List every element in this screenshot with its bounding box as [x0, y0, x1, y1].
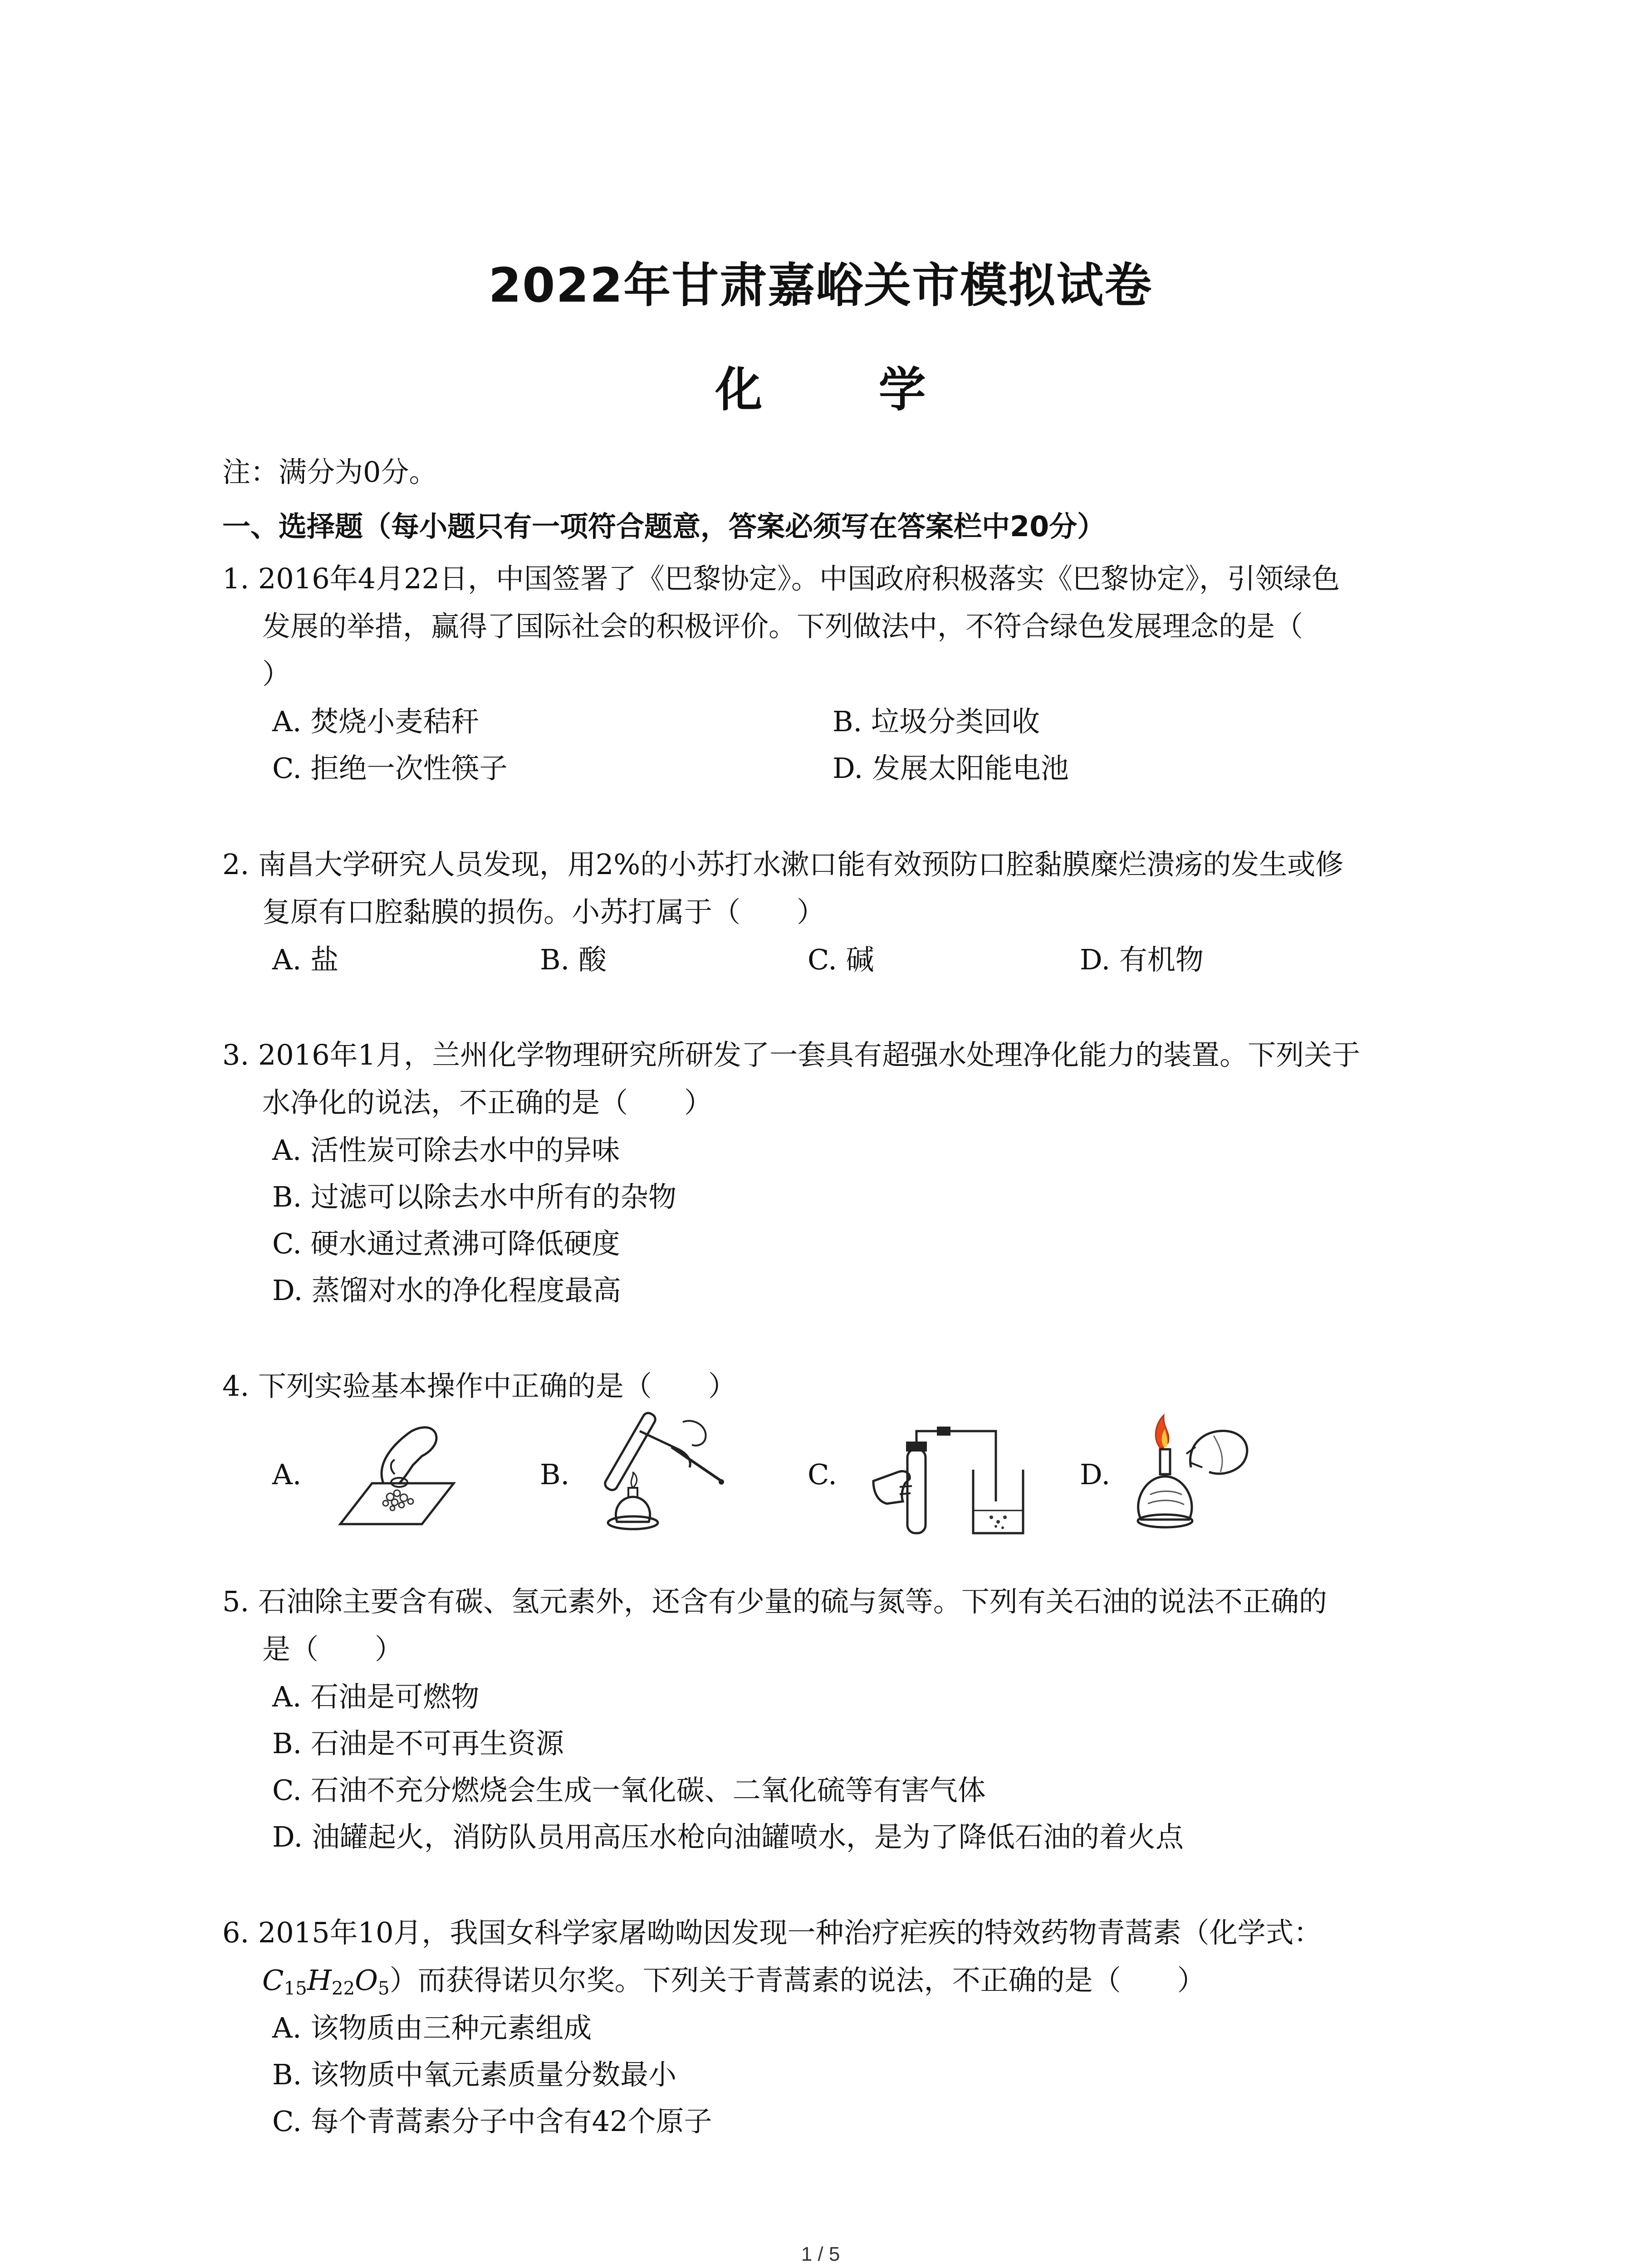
q5-line-1: 5. 石油除主要含有碳、氢元素外，还含有少量的硫与氮等。下列有关石油的说法不正确的: [222, 1585, 1327, 1618]
q6-line-2-text: ）而获得诺贝尔奖。下列关于青蒿素的说法，不正确的是（ ）: [389, 1964, 1205, 1997]
q4-option-d-label: D.: [1080, 1458, 1111, 1491]
subject-title: 化 学: [715, 362, 976, 417]
q6-option-a: A. 该物质由三种元素组成: [272, 2011, 592, 2044]
q2-option-c: C. 碱: [808, 943, 874, 976]
q3-option-b: B. 过滤可以除去水中所有的杂物: [272, 1180, 676, 1213]
q1-line-1: 1. 2016年4月22日，中国签署了《巴黎协定》。中国政府积极落实《巴黎协定》，引领绿色: [222, 562, 1340, 595]
chemical-formula: $C_{15}H_{22}O_5$: [262, 1964, 390, 1999]
q2-option-b: B. 酸: [540, 943, 607, 976]
page-number: 1 / 5: [801, 2243, 840, 2265]
q1-option-d: D. 发展太阳能电池: [833, 752, 1069, 785]
q5-option-d: D. 油罐起火，消防队员用高压水枪向油罐喷水，是为了降低石油的着火点: [272, 1820, 1184, 1853]
q2-option-a: A. 盐: [272, 943, 339, 976]
q3-line-2: 水净化的说法，不正确的是（ ）: [262, 1086, 713, 1119]
q3-option-c: C. 硬水通过煮沸可降低硬度: [272, 1227, 620, 1260]
q5-option-a: A. 石油是可燃物: [272, 1680, 480, 1713]
q5-option-c: C. 石油不充分燃烧会生成一氧化碳、二氧化硫等有害气体: [272, 1774, 986, 1807]
q4-option-a-label: A.: [272, 1458, 302, 1491]
q4-figure-d: [1123, 1404, 1259, 1540]
q5-line-2: 是（ ）: [262, 1633, 403, 1666]
q6-option-b: B. 该物质中氧元素质量分数最小: [272, 2058, 676, 2091]
q4-figure-a: [322, 1415, 458, 1538]
q1-option-a: A. 焚烧小麦秸秆: [272, 705, 480, 738]
q4-figure-c: [860, 1406, 1041, 1542]
q2-line-2: 复原有口腔黏膜的损伤。小苏打属于（ ）: [262, 895, 825, 929]
q1-option-c: C. 拒绝一次性筷子: [272, 752, 508, 785]
q1-line-3: ）: [262, 657, 291, 690]
q6-line-2: [262, 1966, 1205, 1998]
q1-line-2: 发展的举措，赢得了国际社会的积极评价。下列做法中，不符合绿色发展理念的是（: [262, 610, 1303, 643]
q3-option-a: A. 活性炭可除去水中的异味: [272, 1134, 620, 1167]
q3-option-d: D. 蒸馏对水的净化程度最高: [272, 1274, 621, 1307]
score-note: 注：满分为0分。: [222, 455, 437, 489]
q4-option-b-label: B.: [540, 1458, 570, 1491]
q1-option-b: B. 垃圾分类回收: [833, 705, 1040, 738]
q4-line-1: 4. 下列实验基本操作中正确的是（ ）: [222, 1369, 736, 1403]
page-title: 2022年甘肃嘉峪关市模拟试卷: [488, 258, 1153, 313]
q4-option-c-label: C.: [808, 1458, 837, 1491]
section-heading: 一、选择题（每小题只有一项符合题意，答案必须写在答案栏中20分）: [222, 510, 1106, 543]
q5-option-b: B. 石油是不可再生资源: [272, 1727, 564, 1760]
q6-line-1: 6. 2015年10月，我国女科学家屠呦呦因发现一种治疗疟疾的特效药物青蒿素（化学式：: [222, 1916, 1322, 1949]
q4-figure-b: [585, 1404, 735, 1540]
q2-option-d: D. 有机物: [1080, 943, 1204, 976]
q6-option-c: C. 每个青蒿素分子中含有42个原子: [272, 2105, 712, 2138]
q2-line-1: 2. 南昌大学研究人员发现，用2%的小苏打水漱口能有效预防口腔黏膜糜烂溃疡的发生或修: [222, 848, 1344, 881]
q3-line-1: 3. 2016年1月，兰州化学物理研究所研发了一套具有超强水处理净化能力的装置。下列关于: [222, 1038, 1361, 1071]
